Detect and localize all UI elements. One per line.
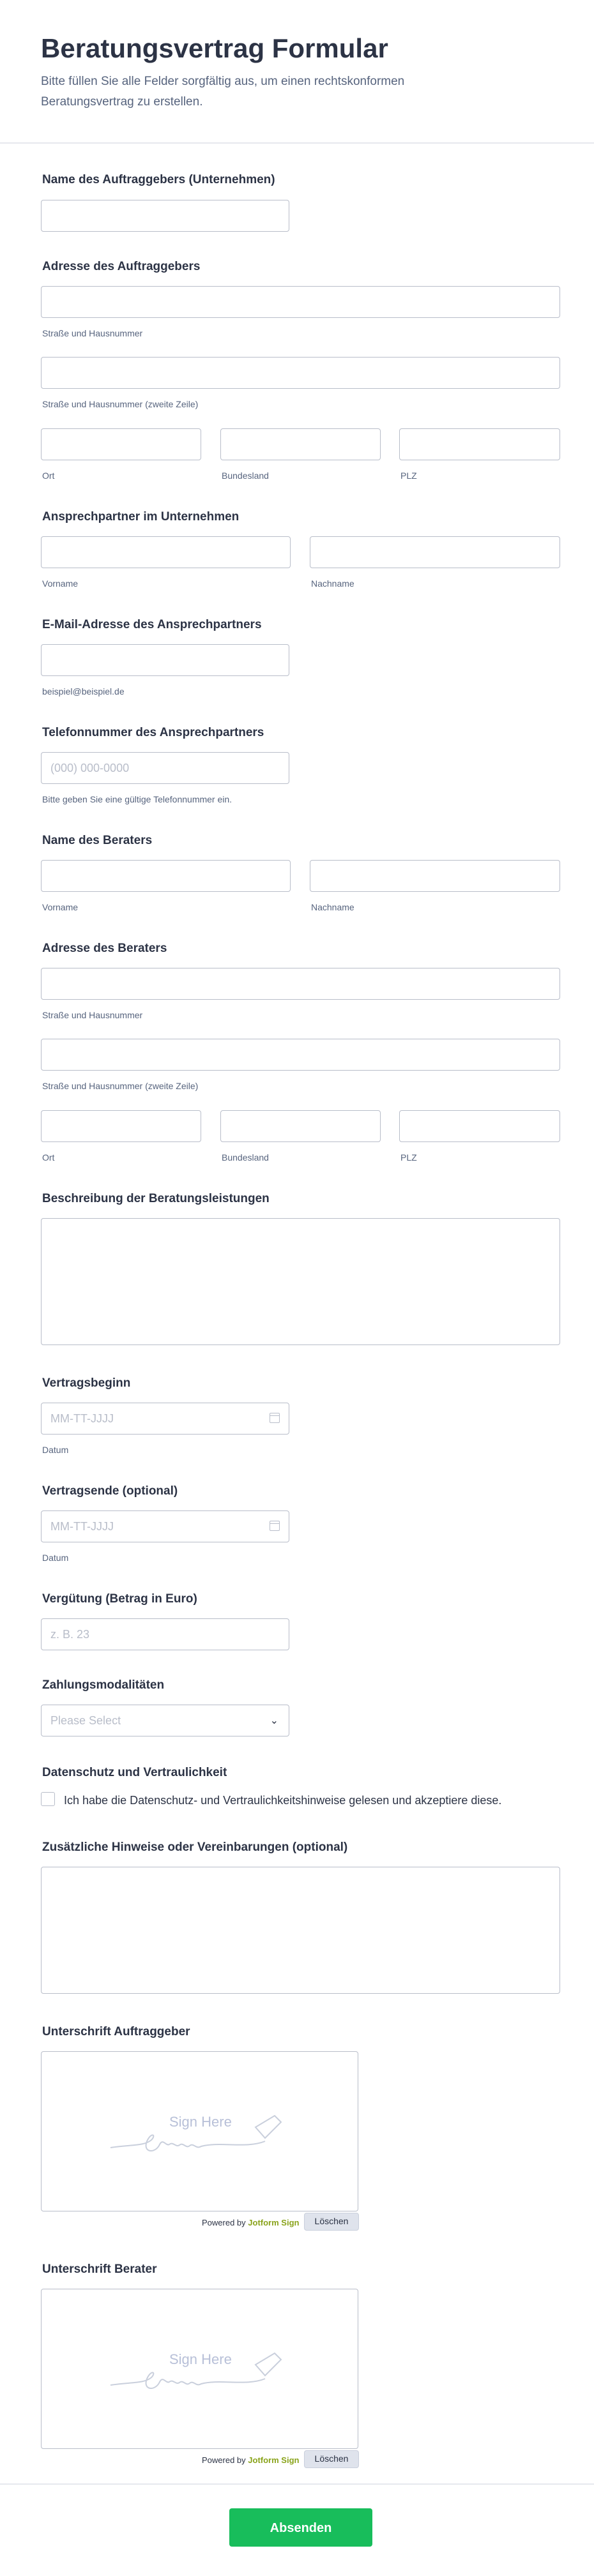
submit-button[interactable]: Absenden [229, 2508, 372, 2547]
contact-person-label: Ansprechpartner im Unternehmen [42, 510, 240, 523]
powered-prefix: Powered by [202, 2218, 246, 2227]
client-city-input[interactable] [41, 428, 201, 460]
consultant-street-input[interactable] [41, 968, 560, 1000]
payment-select[interactable] [41, 1705, 289, 1736]
powered-prefix: Powered by [202, 2455, 246, 2465]
client-zip-input[interactable] [399, 428, 560, 460]
consultant-first-name-sublabel: Vorname [42, 902, 79, 912]
contact-email-label: E-Mail-Adresse des Ansprechpartners [42, 618, 262, 631]
consultant-address-label: Adresse des Beraters [42, 942, 167, 955]
contact-email-sublabel: beispiel@beispiel.de [42, 686, 125, 697]
consultant-last-name-sublabel: Nachname [311, 902, 354, 912]
end-date-label: Vertragsende (optional) [42, 1484, 178, 1498]
consultant-first-name-input[interactable] [41, 860, 291, 892]
payment-label: Zahlungsmodalitäten [42, 1678, 165, 1692]
sig-consultant-pad[interactable] [41, 2289, 358, 2449]
powered-brand: Jotform Sign [248, 2218, 300, 2227]
fee-input[interactable] [41, 1618, 289, 1650]
privacy-label: Datenschutz und Vertraulichkeit [42, 1766, 227, 1779]
end-date-placeholder: MM-TT-JJJJ [50, 1520, 114, 1533]
powered-brand: Jotform Sign [248, 2455, 300, 2465]
sig-consultant-clear-button[interactable]: Löschen [304, 2450, 359, 2468]
consultant-state-sublabel: Bundesland [222, 1152, 269, 1163]
sig-client-placeholder: Sign Here [169, 2114, 232, 2130]
form-title: Beratungsvertrag Formular [41, 33, 388, 63]
client-street2-input[interactable] [41, 357, 560, 389]
contact-last-name-sublabel: Nachname [311, 578, 354, 589]
sig-consultant-powered [202, 2455, 299, 2465]
consultant-name-label: Name des Beraters [42, 834, 153, 847]
consultant-zip-sublabel: PLZ [400, 1152, 417, 1163]
form-subtitle: Bitte füllen Sie alle Felder sorgfältig aus, um einen rechtskonformen Beratungsvertrag zu erstellen. [41, 75, 405, 109]
contact-phone-sublabel: Bitte geben Sie eine gültige Telefonnummer ein. [42, 794, 232, 804]
chevron-down-icon: ⌄ [270, 1715, 278, 1726]
consultant-city-input[interactable] [41, 1110, 201, 1142]
sig-client-clear-button[interactable]: Löschen [304, 2213, 359, 2231]
start-date-placeholder: MM-TT-JJJJ [50, 1412, 114, 1425]
client-city-sublabel: Ort [42, 471, 55, 481]
consultant-street-sublabel: Straße und Hausnummer [42, 1010, 143, 1020]
signature-illustration-icon [42, 2289, 359, 2450]
contact-first-name-input[interactable] [41, 536, 291, 568]
calendar-icon[interactable] [270, 1413, 280, 1423]
sig-client-pad[interactable] [41, 2051, 358, 2211]
sig-client-powered [202, 2218, 299, 2227]
fee-placeholder: z. B. 23 [50, 1628, 90, 1641]
contact-phone-input[interactable] [41, 752, 289, 784]
contact-first-name-sublabel: Vorname [42, 578, 79, 589]
contact-phone-label: Telefonnummer des Ansprechpartners [42, 726, 264, 739]
start-date-sublabel: Datum [42, 1445, 69, 1455]
form-footer-divider [0, 2483, 594, 2485]
client-name-input[interactable] [41, 200, 289, 232]
contact-email-input[interactable] [41, 644, 289, 676]
client-state-sublabel: Bundesland [222, 471, 269, 481]
client-street2-sublabel: Straße und Hausnummer (zweite Zeile) [42, 399, 199, 409]
start-date-input[interactable] [41, 1403, 289, 1435]
fee-label: Vergütung (Betrag in Euro) [42, 1592, 197, 1606]
calendar-icon[interactable] [270, 1521, 280, 1531]
client-name-label: Name des Auftraggebers (Unternehmen) [42, 173, 275, 186]
signature-illustration-icon [42, 2052, 359, 2212]
consultant-city-sublabel: Ort [42, 1152, 55, 1163]
notes-label: Zusätzliche Hinweise oder Vereinbarungen (optional) [42, 1841, 348, 1854]
client-state-input[interactable] [220, 428, 381, 460]
notes-textarea[interactable] [41, 1867, 560, 1994]
sig-consultant-placeholder: Sign Here [169, 2351, 232, 2367]
privacy-checkbox-label[interactable]: Ich habe die Datenschutz- und Vertraulichkeitshinweise gelesen und akzeptiere diese. [64, 1794, 502, 1807]
consultant-street2-sublabel: Straße und Hausnummer (zweite Zeile) [42, 1081, 199, 1091]
client-street-input[interactable] [41, 286, 560, 318]
contact-last-name-input[interactable] [310, 536, 560, 568]
payment-placeholder: Please Select [50, 1714, 121, 1727]
start-date-label: Vertragsbeginn [42, 1376, 131, 1390]
consultant-zip-input[interactable] [399, 1110, 560, 1142]
form-header [0, 0, 594, 144]
client-street-sublabel: Straße und Hausnummer [42, 328, 143, 338]
client-address-label: Adresse des Auftraggebers [42, 260, 201, 273]
client-zip-sublabel: PLZ [400, 471, 417, 481]
services-textarea[interactable] [41, 1218, 560, 1345]
sig-consultant-label: Unterschrift Berater [42, 2263, 157, 2276]
sig-client-label: Unterschrift Auftraggeber [42, 2025, 190, 2038]
consultant-street2-input[interactable] [41, 1039, 560, 1071]
consultant-last-name-input[interactable] [310, 860, 560, 892]
consultant-state-input[interactable] [220, 1110, 381, 1142]
contact-phone-placeholder: (000) 000-0000 [50, 762, 130, 774]
privacy-checkbox[interactable] [41, 1792, 55, 1806]
end-date-input[interactable] [41, 1510, 289, 1542]
services-label: Beschreibung der Beratungsleistungen [42, 1192, 270, 1205]
end-date-sublabel: Datum [42, 1553, 69, 1563]
